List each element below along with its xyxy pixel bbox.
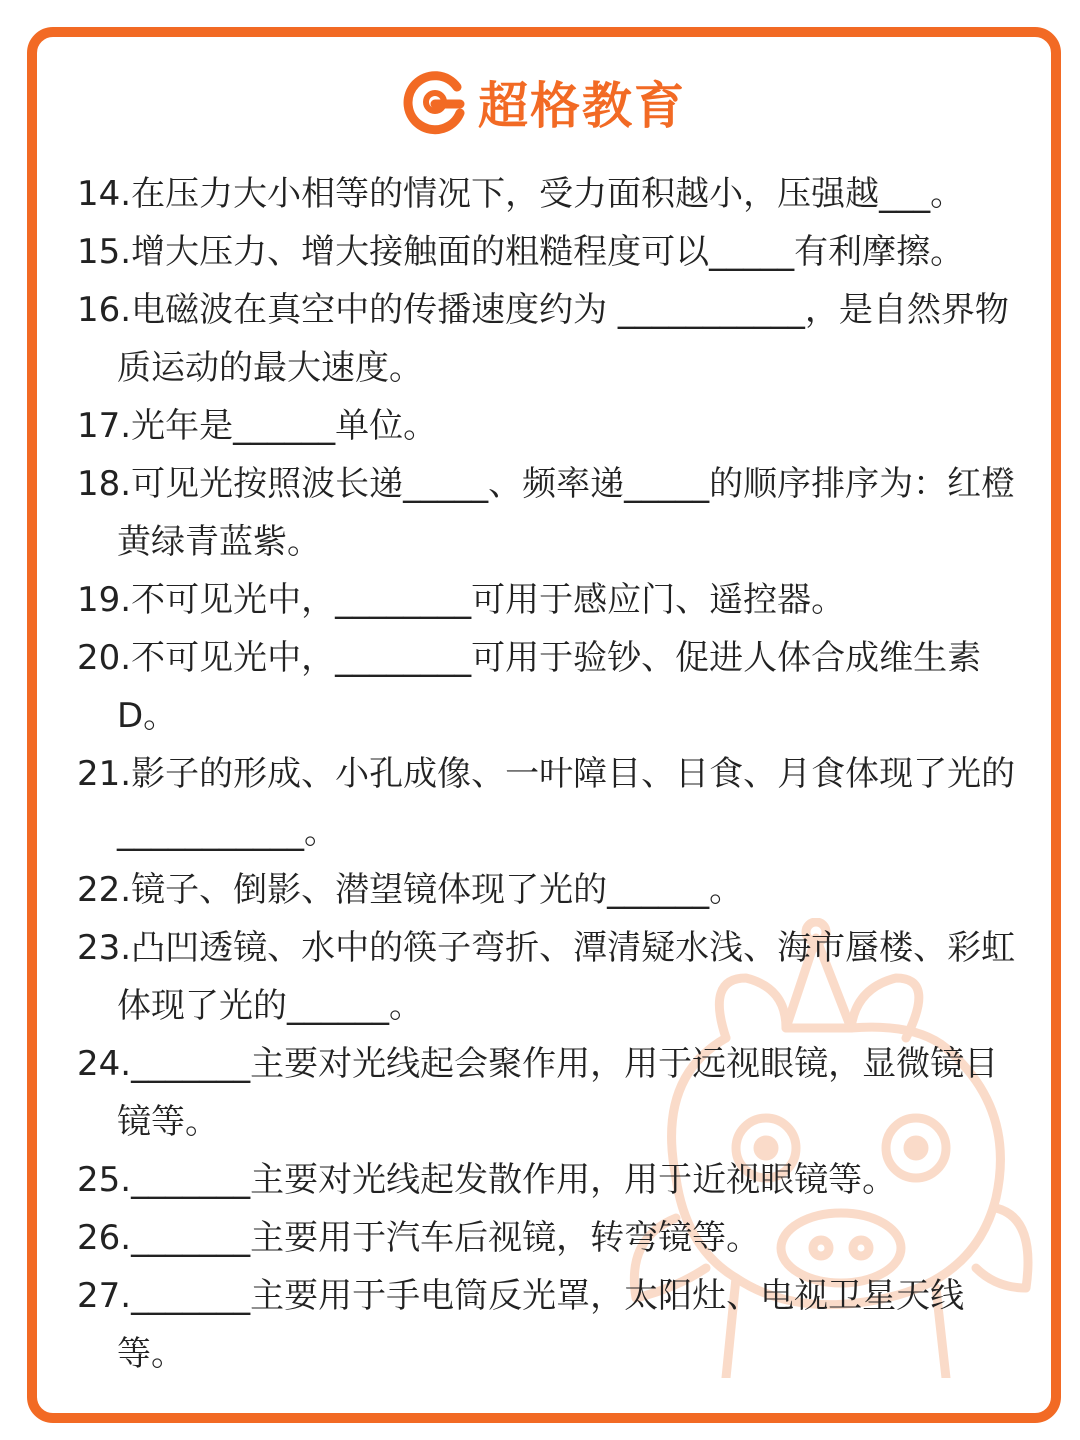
question-list bbox=[77, 165, 1027, 1383]
question-item: 19.不可见光中，________可用于感应门、遥控器。 bbox=[77, 580, 846, 620]
question-item: 15.增大压力、增大接触面的粗糙程度可以_____有利摩擦。 bbox=[77, 232, 965, 272]
question-item: 25._______主要对光线起发散作用，用于近视眼镜等。 bbox=[77, 1160, 897, 1200]
question-item: 20.不可见光中，________可用于验钞、促进人体合成维生素D。 bbox=[77, 638, 982, 736]
question-item: 21.影子的形成、小孔成像、一叶障目、日食、月食体现了光的___________。 bbox=[77, 754, 1016, 852]
question-item: 17.光年是______单位。 bbox=[77, 406, 438, 446]
question-item: 16.电磁波在真空中的传播速度约为 ___________，是自然界物质运动的最大速度。 bbox=[77, 290, 1009, 388]
question-item: 22.镜子、倒影、潜望镜体现了光的______。 bbox=[77, 870, 744, 910]
brand-name: 超格教育 bbox=[478, 77, 686, 135]
g-logo-icon bbox=[402, 69, 468, 135]
page-frame bbox=[27, 27, 1061, 1423]
question-item: 24._______主要对光线起会聚作用，用于远视眼镜，显微镜目镜等。 bbox=[77, 1044, 999, 1142]
question-item: 23.凸凹透镜、水中的筷子弯折、潭清疑水浅、海市蜃楼、彩虹体现了光的______。 bbox=[77, 928, 1016, 1026]
brand-logo bbox=[37, 67, 1051, 137]
question-item: 18.可见光按照波长递_____、频率递_____的顺序排序为：红橙黄绿青蓝紫。 bbox=[77, 464, 1016, 562]
question-item: 14.在压力大小相等的情况下，受力面积越小，压强越___。 bbox=[77, 174, 965, 214]
question-item: 27._______主要用于手电筒反光罩，太阳灶、电视卫星天线等。 bbox=[77, 1276, 965, 1374]
question-item: 26._______主要用于汽车后视镜，转弯镜等。 bbox=[77, 1218, 761, 1258]
